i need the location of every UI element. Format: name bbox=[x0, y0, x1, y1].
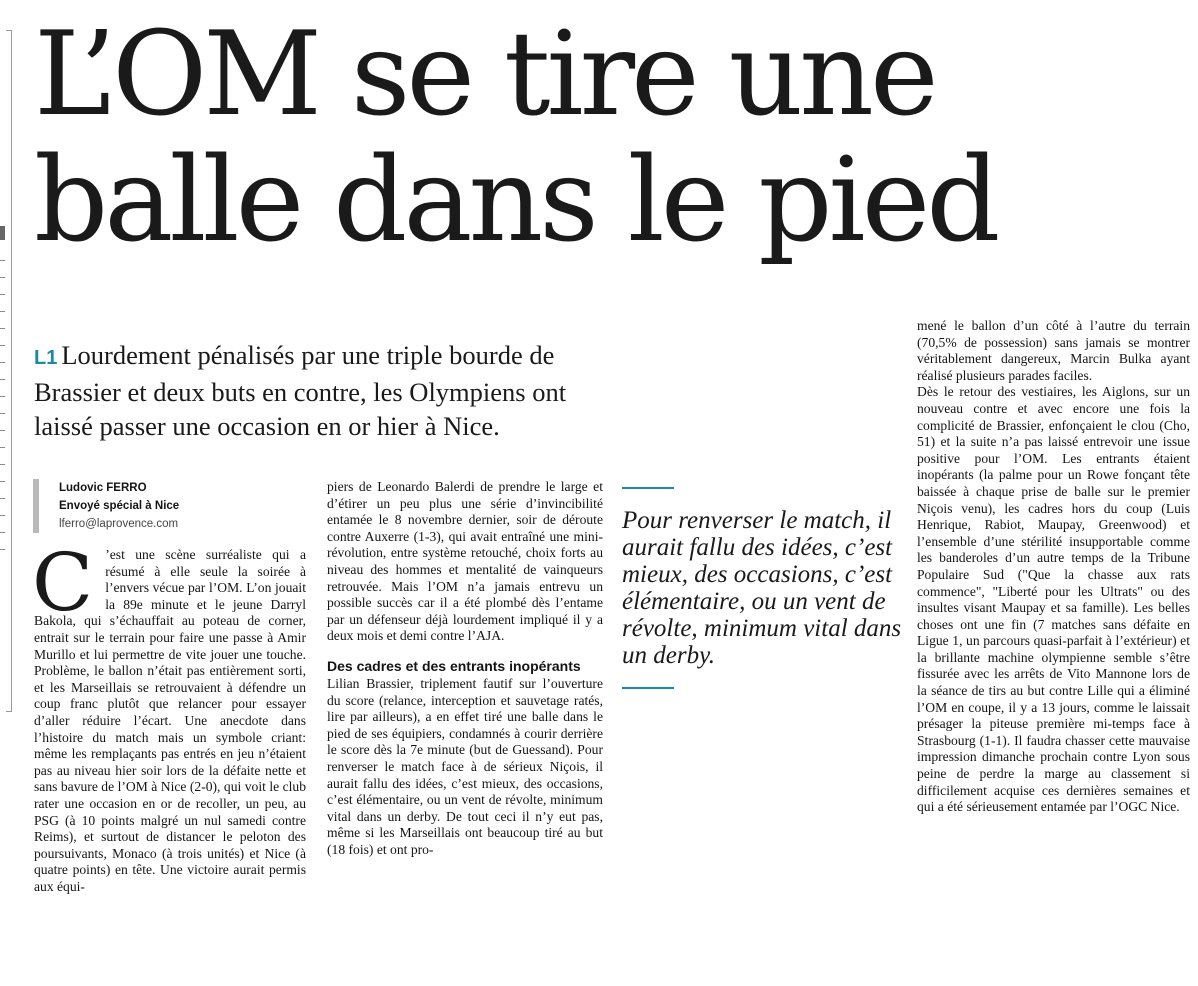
edge-tick bbox=[0, 532, 5, 533]
edge-tick bbox=[0, 464, 5, 465]
page-edge-marks bbox=[0, 30, 12, 710]
article-column-4 bbox=[917, 318, 1190, 816]
page-edge-frame bbox=[6, 30, 12, 712]
section-rubric: L1 bbox=[34, 347, 58, 369]
article-paragraph: piers de Leonardo Balerdi de prendre le large et d’étirer un peu plus une série d’invincibilité entamée le 8 novembre dernier, soir de déroute contre Auxerre (1-3), qui avait entraîné une mini-révolution, entre système retouché, choix forts au niveau des hommes et mentalité de vainqueurs retrouvée. Mais l’OM n’a jamais entrevu un possible succès car il a été plombé dès l’entame par un défenseur déjà lourdement impliqué il y a deux mois et demi contre l’AJA. bbox=[327, 479, 603, 644]
author-name: Ludovic FERRO bbox=[59, 482, 147, 494]
dropcap: C bbox=[32, 536, 94, 629]
pull-quote bbox=[622, 487, 902, 689]
article-paragraph: Dès le retour des vestiaires, les Aiglons, sur un nouveau contre et avec encore une fois la complicité de Brassier, enfonçaient le clou (Cho, 51) et la suite n’a pas laissé entrevoir une issue positive pour l’OM. Les entrants étaient inopérants (la palme pour un Rowe fonçant tête baissée à chaque prise de balle sur le premier Niçois venu), les cadres hors du coup (Luis Henrique, Rabiot, Maupay, Greenwood) et l’ensemble d’une stérilité insupportable comme les banderoles d’un autre temps de la Tribune Populaire Sud ("Que la chasse aux rats commence", "Liberté pour les Ultrats" ou des insultes visant Maupay et sa famille). Les belles choses ont une fin (7 matches sans défaite en Ligue 1, un parcours quasi-parfait à l’extérieur) et la brillante machine olympienne semble s’être fissurée avec les arrêts de Vito Mannone lors de la séance de tirs au but contre Lille qui a éliminé l’OM en coupe, il y a 13 jours, comme le laissait présager la piteuse première mi-temps face à Strasbourg (1-1). Il faudra chasser cette mauvaise impression dimanche prochain contre Lyon sous peine de perdre la marge au classement si difficilement acquise ces dernières semaines et qui a été sérieusement entamée par l’OGC Nice. bbox=[917, 384, 1190, 815]
edge-tick bbox=[0, 396, 5, 397]
edge-tick bbox=[0, 345, 5, 346]
article-paragraph: ’est une scène surréaliste qui a résumé à elle seule la soirée à l’envers vécue par l’OM. L’on jouait la 89e minute et le jeune Darryl Bakola, qui s’échauffait au poteau de corner, entrait sur le terrain pour faire une passe à Amir Murillo et lui permettre de vite jouer une touche. Problème, le ballon n’était pas entièrement sorti, et les Marseillais se retrouvaient à défendre un coup franc plutôt que relancer pour essayer d’aller réduire l’écart. Une anecdote dans l’histoire du match mais un symbole criant: même les remplaçants pas entrés en jeu n’étaient pas au niveau hier soir lors de la défaite nette et sans bavure de l’OM à Nice (2-0), qui voit le club rater une occasion en or de recoller, un peu, au PSG (à 10 points malgré un nul samedi contre Reims), et surtout de distancer le peloton des poursuivants, Monaco (à trois unités) et Nice (à quatre points) en tête. Une victoire aurait permis aux équi- bbox=[34, 547, 306, 894]
deck-text: Lourdement pénalisés par une triple bourde de Brassier et deux buts en contre, les Olympiens ont laissé passer une occasion en or hier à Nice. bbox=[34, 340, 567, 441]
deck bbox=[34, 338, 604, 443]
edge-tick bbox=[0, 549, 5, 550]
byline bbox=[33, 479, 179, 533]
author-email[interactable]: lferro@laprovence.com bbox=[59, 518, 179, 530]
edge-tick bbox=[0, 294, 5, 295]
edge-tick bbox=[0, 260, 5, 261]
pull-quote-text: Pour renverser le match, il aurait fallu des idées, c’est mieux, des occasions, c’est élémentaire, ou un vent de révolte, minimum vital dans un derby. bbox=[622, 507, 902, 669]
page-edge-block bbox=[0, 226, 5, 240]
headline: L’OM se tire une balle dans le pied bbox=[34, 7, 997, 268]
edge-tick bbox=[0, 481, 5, 482]
article-column-1 bbox=[32, 536, 306, 895]
article-paragraph: mené le ballon d’un côté à l’autre du terrain (70,5% de possession) sans jamais se montrer véritablement dangereux, Marcin Bulka ayant réalisé plusieurs parades faciles. bbox=[917, 318, 1190, 383]
edge-tick bbox=[0, 413, 5, 414]
edge-tick bbox=[0, 498, 5, 499]
pull-quote-rule-bottom bbox=[622, 687, 674, 689]
edge-tick bbox=[0, 430, 5, 431]
article-paragraph: Lilian Brassier, triplement fautif sur l’ouverture du score (relance, interception et sauvetage ratés, lire par ailleurs), a en effet tiré une balle dans le pied de ses équipiers, condamnés à courir derrière le score dès la 7e minute (but de Guessand). Pour renverser le match face à de sérieux Niçois, il aurait fallu des idées, c’est mieux, des occasions, c’est élémentaire, ou un vent de révolte, minimum vital dans un derby. De tout ceci il n’y eut pas, même si les Marseillais ont beaucoup tiré au but (18 fois) et ont pro- bbox=[327, 675, 603, 857]
edge-tick bbox=[0, 379, 5, 380]
edge-tick bbox=[0, 515, 5, 516]
edge-tick bbox=[0, 362, 5, 363]
edge-tick bbox=[0, 328, 5, 329]
subheading: Des cadres et des entrants inopérants bbox=[327, 657, 581, 674]
edge-tick bbox=[0, 311, 5, 312]
edge-tick bbox=[0, 277, 5, 278]
pull-quote-rule-top bbox=[622, 487, 674, 489]
author-role: Envoyé spécial à Nice bbox=[59, 500, 180, 512]
edge-tick bbox=[0, 447, 5, 448]
article-column-2 bbox=[327, 479, 603, 858]
